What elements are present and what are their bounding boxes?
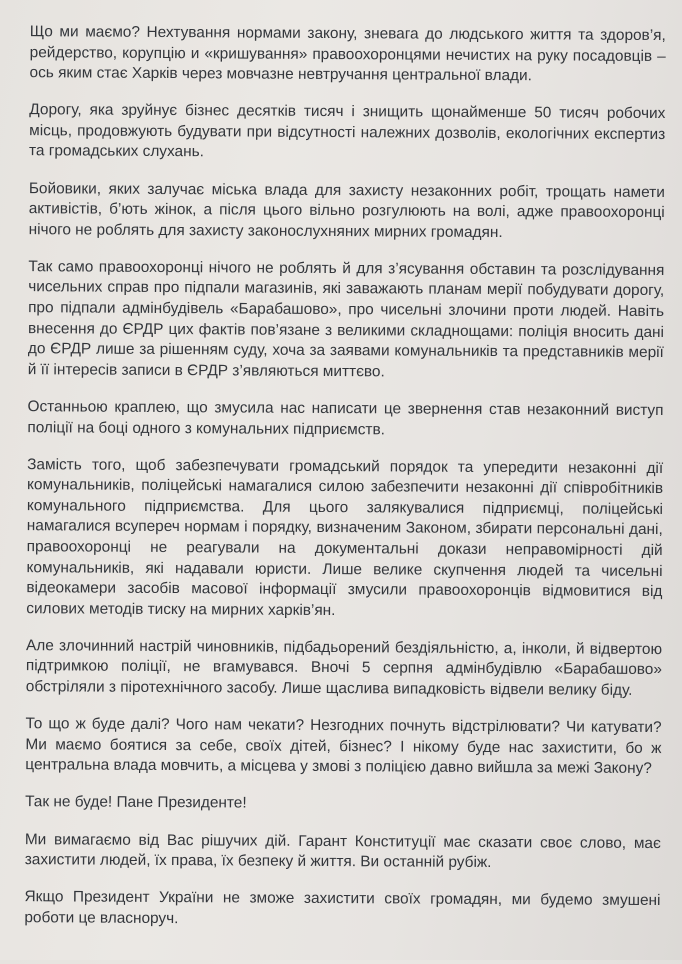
paragraph-shelling: Але злочинний настрій чиновників, підбадьорений бездіяльністю, а, інколи, й відвертою підтримкою поліції, не вгамувався. Вночі 5 серпня адмінбудівлю «Барабашово» обстріляли з піротехнічного засобу. Лише щаслива випадковість відвели велику біду.	[25, 637, 663, 699]
paragraph-arson-investigations: Так само правоохоронці нічого не роблять й для з’ясування обставин та розслідування чисельних справ про підпали магазинів, які заважають планам мерії побудувати дорогу, про підпали адмінбудівель «Барабашово», про чисельні злочини проти людей. Навіть внесення до ЄРДР цих фактів пов’язане з великими складнощами: поліція вносить дані до ЄРДР лише за рішенням суду, хоча за заявами комунальників та представників мерії й її інтересів записи в ЄРДР з’являються миттєво.	[27, 258, 665, 381]
paragraph-situation: Що ми маємо? Нехтування нормами закону, зневага до людського життя та здоров’я, рейдерство, корупцію и «кришування» правоохоронцями нечистих на руку посадовців – ось яким стає Харків через мовчазне невтручання центральної влади.	[29, 23, 666, 85]
paragraph-questions: То що ж буде далі? Чого нам чекати? Незгодних почнуть відстрілювати? Чи катувати? Ми маємо боятися за себе, своїх дітей, бізнес? І нікому буде нас захистити, бо ж центральна влада мовчить, а місцева у змові з поліцією давно вийшла за межі Закону?	[25, 715, 662, 778]
paragraph-conclusion: Якщо Президент України не зможе захистити своїх громадян, ми будемо змушені роботи це власноруч.	[24, 888, 661, 927]
paragraph-road-construction: Дорогу, яка зруйнує бізнес десятків тисяч і знищить щонайменше 50 тисяч робочих місць, продовжують будувати при відсутності належних дозволів, екологічних експертиз та громадських слухань.	[29, 101, 666, 161]
paragraph-militants: Бойовики, яких залучає міська влада для захисту незаконних робіт, трощать намети активістів, б’ють жінок, а після цього вільно розгулюють на волі, адже правоохоронці нічого не роблять для захисту законослухняних мирних громадян.	[28, 179, 665, 241]
paragraph-last-straw: Останньою краплею, що змусила нас написати це звернення став незаконний виступ поліції на боці одного з комунальних підприємств.	[27, 398, 664, 438]
paragraph-police-actions: Замість того, щоб забезпечувати громадський порядок та упередити незаконні дії комунальників, поліцейські намагалися силою забезпечити незаконні дії співробітників комунального підприємства. Для цього залякувалися підприємці, поліцейські намагалися всупереч нормам і порядку, визначеним Законом, збирати персональні дані, правоохоронці не реагували на документальні докази неправомірності дій комунальників, які надавали юристи. Лише велике скупчення людей та чисельні відеокамери засобів масової інформації змусили правоохоронців відмовитися від силових методів тиску на мирних харків’ян.	[26, 455, 664, 619]
paragraph-appeal-president: Так не буде! Пане Президенте!	[25, 793, 247, 812]
paragraph-demand: Ми вимагаємо від Вас рішучих дій. Гарант Конституції має сказати своє слово, має захистити людей, їх права, їх безпеку й життя. Ви останній рубіж.	[24, 830, 661, 872]
